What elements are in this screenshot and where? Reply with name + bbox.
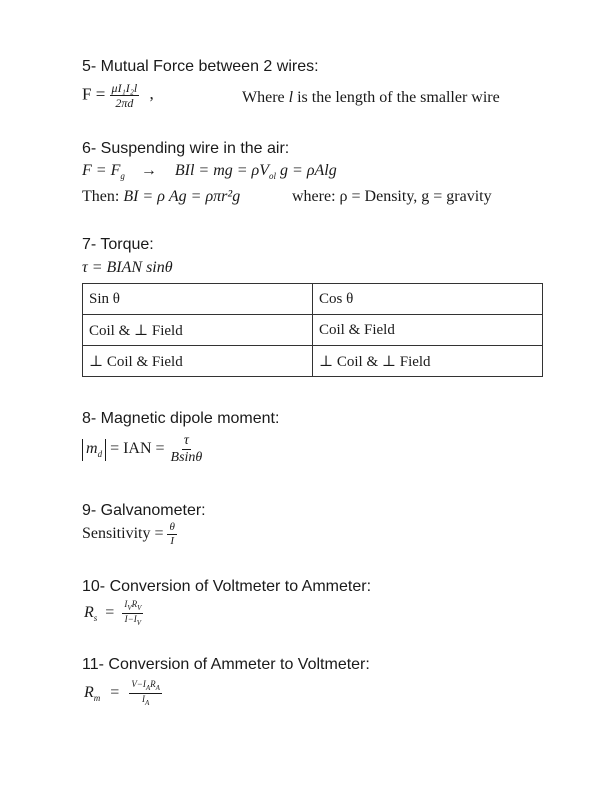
den-sub-a: A: [144, 698, 150, 707]
section-8-heading: 8- Magnetic dipole moment:: [82, 410, 280, 427]
num-sub-a: A: [145, 683, 151, 692]
then-label: Then:: [82, 188, 120, 205]
table-row: [83, 346, 543, 377]
suspending-wire-line-2: [82, 188, 240, 206]
arrow-icon: →: [140, 162, 157, 179]
torque-equation: τ = BIAN sinθ: [82, 259, 173, 276]
subscript-g: g: [120, 171, 125, 182]
suspending-wire-line-1: [82, 162, 337, 181]
table-cell: Cos θ: [313, 284, 543, 315]
table-cell: Sin θ: [83, 284, 313, 315]
section-6-heading: 6- Suspending wire in the air:: [82, 140, 290, 157]
shunt-resistance-formula: [84, 600, 143, 627]
num-i: I: [124, 599, 128, 609]
table-row: [83, 284, 543, 315]
absolute-value: [82, 439, 106, 461]
eq-bil: BIl = mg = ρV: [174, 162, 269, 179]
eq-bi: BI = ρ Ag = ρπr²g: [123, 188, 241, 205]
eq-force: F = F: [82, 162, 121, 179]
subscript-m: m: [93, 693, 101, 704]
table-row: [83, 315, 543, 346]
dipole-moment-formula: [82, 434, 204, 465]
formula-lhs: F =: [82, 84, 106, 104]
fraction-denominator: [140, 694, 151, 707]
where-density-gravity: where: ρ = Density, g = gravity: [292, 188, 492, 205]
r-variable: R: [84, 603, 94, 621]
fraction-numerator: [129, 680, 162, 694]
m-variable: m: [86, 440, 98, 458]
note-where: Where: [242, 89, 285, 106]
section-7-heading: 7- Torque:: [82, 236, 154, 253]
sensitivity-formula: [82, 522, 177, 547]
section-11-heading: 11- Conversion of Ammeter to Voltmeter:: [82, 656, 370, 673]
num-r: R: [150, 679, 156, 689]
subscript-d: d: [97, 449, 103, 460]
num-r: R: [131, 599, 138, 609]
table-cell: Coil & Field: [313, 315, 543, 346]
num-sub-v2: V: [137, 603, 142, 612]
fraction-denominator: 2πd: [115, 96, 134, 110]
comma: ,: [149, 84, 154, 104]
fraction-denominator: Bsinθ: [170, 450, 203, 465]
fraction-denominator: [123, 614, 143, 627]
table-cell: ⊥ Coil & ⊥ Field: [313, 346, 543, 377]
sensitivity-lhs: Sensitivity =: [82, 525, 164, 543]
num-v-i: V−I: [131, 679, 146, 689]
subscript-s: s: [93, 613, 98, 624]
den-i: I−I: [124, 613, 137, 624]
fraction-numerator: [122, 600, 143, 614]
fraction-denominator: I: [170, 535, 175, 547]
num-sub-v: V: [127, 603, 132, 612]
den-i: I: [141, 693, 145, 704]
den-sub-v: V: [136, 618, 142, 627]
multiplier-resistance-formula: [84, 680, 162, 707]
num-sub-a2: A: [155, 683, 160, 692]
fraction-numerator: τ: [183, 433, 189, 448]
eq-ian: = IAN =: [110, 440, 165, 458]
equals-sign: =: [110, 683, 120, 701]
table-cell: Coil & ⊥ Field: [83, 315, 313, 346]
equals-sign: =: [105, 603, 115, 621]
mutual-force-note: [242, 89, 500, 107]
table-cell: ⊥ Coil & Field: [83, 346, 313, 377]
mutual-force-formula: [82, 82, 154, 109]
eq-rho-alg: g = ρAlg: [280, 162, 337, 179]
subscript-ol: ol: [269, 171, 277, 182]
torque-table: [82, 283, 543, 377]
section-9-heading: 9- Galvanometer:: [82, 502, 206, 519]
section-10-heading: 10- Conversion of Voltmeter to Ammeter:: [82, 578, 372, 595]
note-rest: is the length of the smaller wire: [297, 89, 500, 106]
section-5-heading: 5- Mutual Force between 2 wires:: [82, 58, 319, 75]
torque-formula: [82, 259, 173, 277]
fraction-numerator: θ: [169, 521, 175, 533]
fraction-numerator: μI₁I₂l: [111, 81, 138, 95]
note-variable: l: [288, 89, 294, 106]
r-variable: R: [84, 683, 94, 701]
